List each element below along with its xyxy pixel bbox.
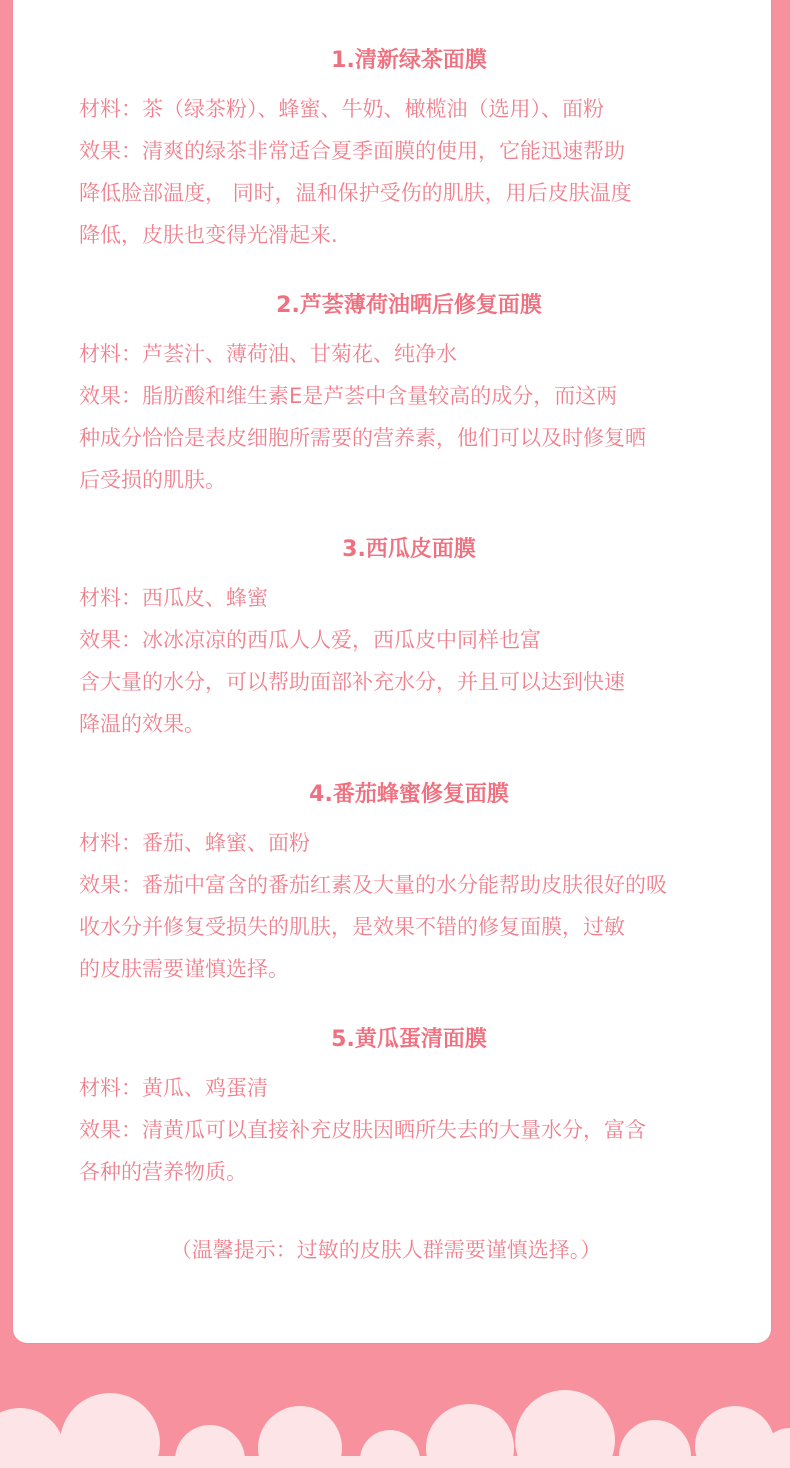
section-line: 材料：芦荟汁、薄荷油、甘菊花、纯净水 [79, 342, 457, 366]
section-title: 1.清新绿茶面膜 [331, 48, 487, 73]
section-line: 效果：冰冰凉凉的西瓜人人爱，西瓜皮中同样也富 [79, 628, 541, 652]
section-line: 后受损的肌肤。 [79, 468, 226, 492]
section-line: 材料：西瓜皮、蜂蜜 [79, 586, 268, 610]
section-line: 的皮肤需要谨慎选择。 [79, 957, 289, 981]
section-line: 效果：脂肪酸和维生素E是芦荟中含量较高的成分，而这两 [79, 384, 618, 408]
recipe-section-4 [79, 780, 769, 990]
content-card [13, 0, 771, 1343]
section-line: 含大量的水分，可以帮助面部补充水分，并且可以达到快速 [79, 670, 625, 694]
warm-tip: （温馨提示：过敏的皮肤人群需要谨慎选择。） [170, 1238, 602, 1262]
recipe-section-1 [79, 46, 769, 256]
section-line: 降温的效果。 [79, 712, 205, 736]
section-line: 效果：番茄中富含的番茄红素及大量的水分能帮助皮肤很好的吸 [79, 873, 667, 897]
section-line: 材料：番茄、蜂蜜、面粉 [79, 831, 310, 855]
section-title: 5.黄瓜蛋清面膜 [331, 1027, 487, 1052]
section-line: 各种的营养物质。 [79, 1160, 247, 1184]
cloud-decoration [0, 1348, 790, 1468]
recipe-section-5 [79, 1025, 769, 1193]
section-line: 收水分并修复受损失的肌肤，是效果不错的修复面膜，过敏 [79, 915, 625, 939]
recipe-section-3 [79, 535, 769, 745]
section-line: 效果：清黄瓜可以直接补充皮肤因晒所失去的大量水分，富含 [79, 1118, 646, 1142]
recipe-section-2 [79, 291, 769, 501]
section-title: 2.芦荟薄荷油晒后修复面膜 [276, 293, 542, 318]
section-line: 材料：茶（绿茶粉）、蜂蜜、牛奶、橄榄油（选用）、面粉 [79, 97, 604, 121]
section-line: 效果：清爽的绿茶非常适合夏季面膜的使用，它能迅速帮助 [79, 139, 625, 163]
section-title: 4.番茄蜂蜜修复面膜 [309, 782, 509, 807]
section-line: 种成分恰恰是表皮细胞所需要的营养素，他们可以及时修复晒 [79, 426, 646, 450]
section-line: 降低脸部温度， 同时，温和保护受伤的肌肤，用后皮肤温度 [79, 181, 632, 205]
section-line: 材料：黄瓜、鸡蛋清 [79, 1076, 268, 1100]
section-line: 降低，皮肤也变得光滑起来. [79, 223, 338, 247]
section-title: 3.西瓜皮面膜 [342, 537, 476, 562]
